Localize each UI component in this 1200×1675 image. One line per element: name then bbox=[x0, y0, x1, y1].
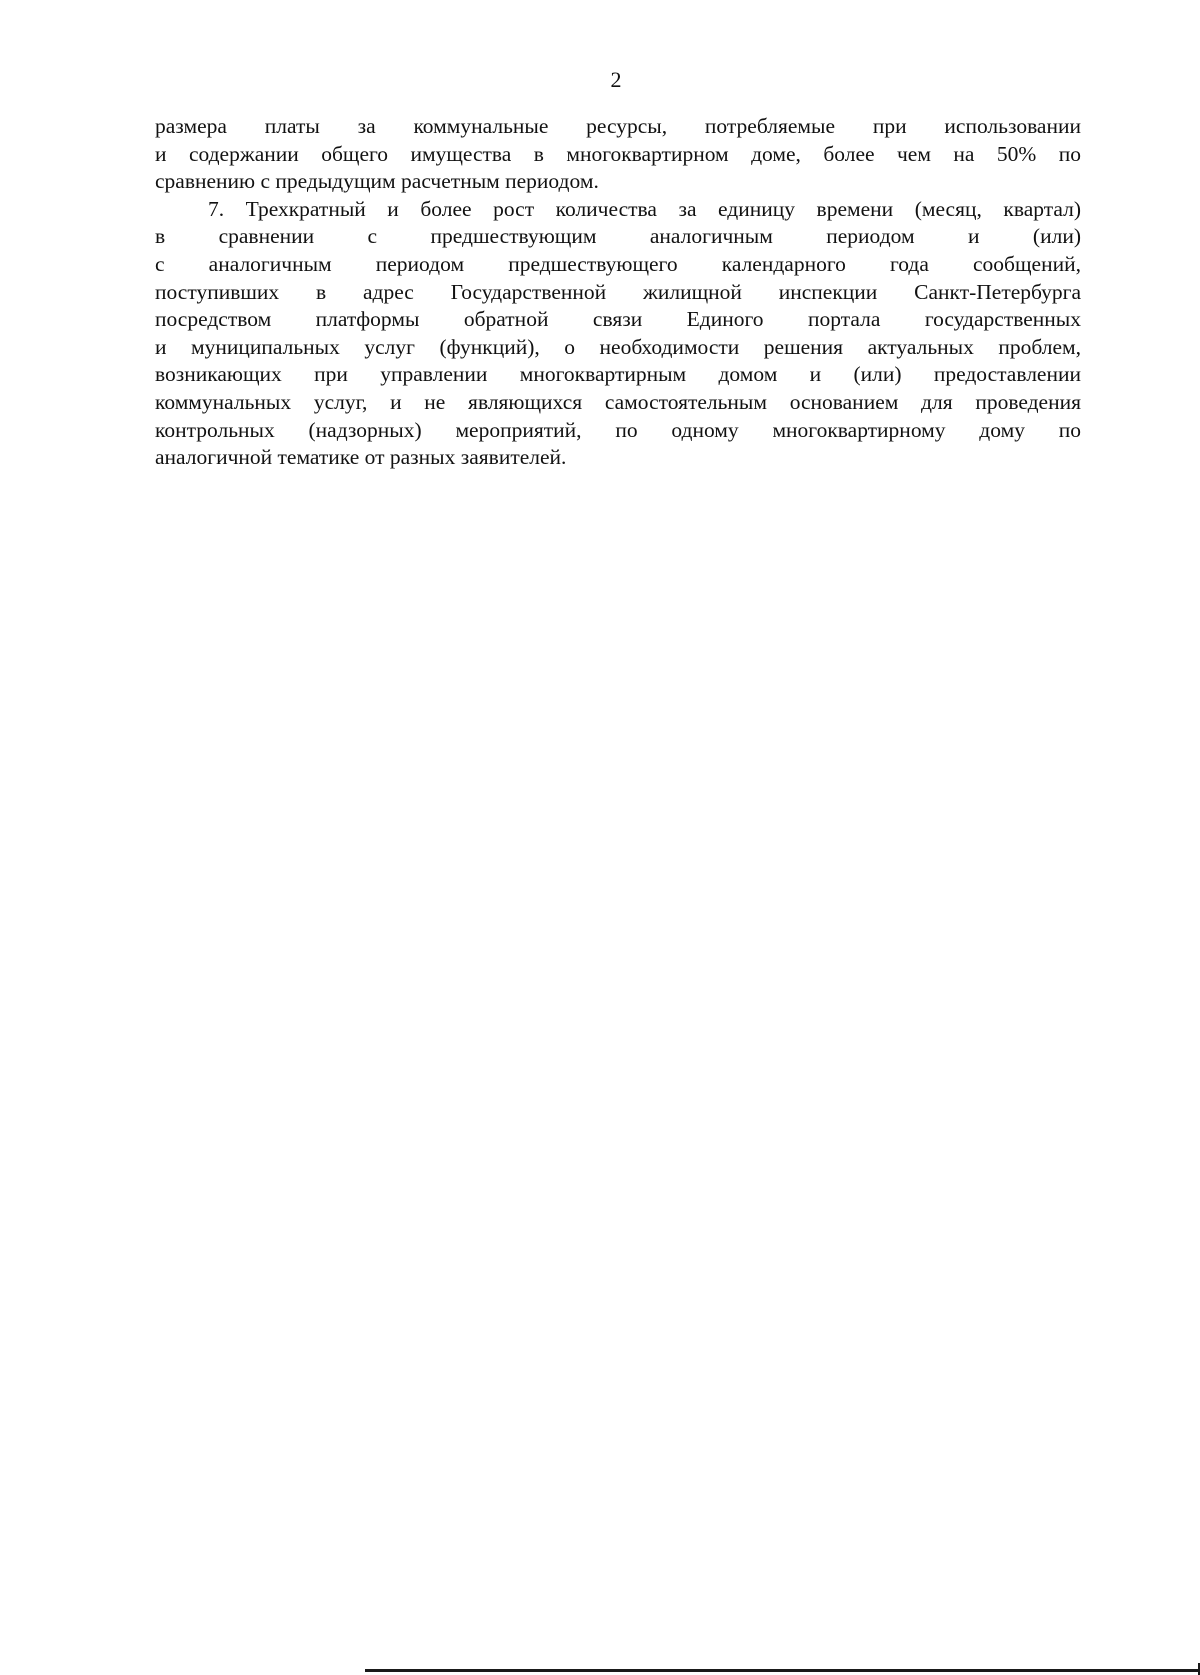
text-line: и муниципальных услуг (функций), о необходимости решения актуальных проблем, bbox=[155, 334, 1081, 359]
text-line: поступивших в адрес Государственной жилищной инспекции Санкт-Петербурга bbox=[155, 279, 1081, 304]
text-line: аналогичной тематике от разных заявителей. bbox=[155, 445, 567, 470]
text-line: размера платы за коммунальные ресурсы, потребляемые при использовании bbox=[155, 114, 1081, 138]
text-line: и содержании общего имущества в многоквартирном доме, более чем на 50% по bbox=[155, 141, 1081, 166]
text-line: контрольных (надзорных) мероприятий, по одному многоквартирному дому по bbox=[155, 417, 1081, 442]
text-line: сравнению с предыдущим расчетным периодом. bbox=[155, 169, 599, 194]
text-line: коммунальных услуг, и не являющихся самостоятельным основанием для проведения bbox=[155, 389, 1081, 414]
text-line: возникающих при управлении многоквартирным домом и (или) предоставлении bbox=[155, 362, 1081, 387]
text-line: с аналогичным периодом предшествующего календарного года сообщений, bbox=[155, 251, 1081, 276]
paragraph-item-7 bbox=[155, 196, 1081, 472]
text-line: 7. Трехкратный и более рост количества за единицу времени (месяц, квартал) bbox=[208, 196, 1081, 221]
scan-bottom-edge bbox=[365, 1669, 1200, 1672]
paragraph-continuation bbox=[155, 113, 1081, 196]
page-number: 2 bbox=[610, 67, 622, 92]
text-line: в сравнении с предшествующим аналогичным периодом и (или) bbox=[155, 224, 1081, 249]
text-line: посредством платформы обратной связи Единого портала государственных bbox=[155, 307, 1081, 332]
document-body bbox=[155, 113, 1081, 472]
